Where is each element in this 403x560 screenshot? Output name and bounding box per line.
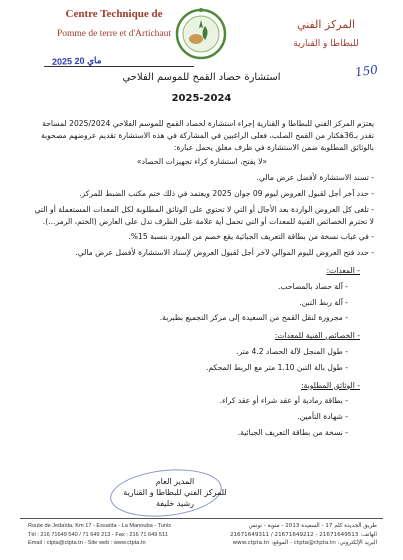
documents-heading: - الوثائق المطلوبة: <box>300 380 360 390</box>
condition-item: - حدد آخر أجل لقبول العروض ليوم 09 جوان 2025 ويعتمد في ذلك ختم مكتب الضبط للمركز. <box>79 188 374 198</box>
condition-item: - تسند الاستشارة لأفضل عرض مالي. <box>256 173 374 183</box>
equipment-heading: - المعدات: <box>326 265 360 275</box>
footer-address-ar: طريق الجديدة كلم 17 - السعيدة 2013 - منوبة - تونس <box>248 523 377 529</box>
footer-email-fr: Email : ctpta@ctpta.tn - Site web : www.ctpta.tn <box>28 540 146 546</box>
document-title: استشارة حصاد القمح للموسم الفلاحي <box>122 72 281 83</box>
org-name-fr: Centre Technique de <box>65 8 163 20</box>
specs-heading: - الخصائص الفنية للمعدات: <box>274 331 360 341</box>
equipment-item: - آلة ربط التبن. <box>299 297 348 307</box>
org-subtitle-ar: للبطاطا و القنارية <box>293 39 359 49</box>
spec-item: - طول بالة التبن 1.10 متر مع الربط المحكم. <box>205 362 348 372</box>
document-item: - نسخة من بطاقة التعريف الجبائية. <box>237 427 348 437</box>
footer-divider <box>20 518 383 519</box>
org-subtitle-fr: Pomme de terre et d'Artichaut <box>56 29 172 39</box>
letterhead-ar <box>276 18 376 50</box>
equipment-item: - آلة حصاد بالمصاحب. <box>277 281 348 291</box>
ctpta-logo-icon <box>172 6 230 62</box>
footer-phone-fr: Tél : 216 71649 540 / 71 649 213 - Fax : 216 71 649 511 <box>28 531 168 538</box>
document-body <box>30 118 374 443</box>
document-item: - بطاقة رمادية أو عقد شراء أو عقد كراء. <box>219 396 348 406</box>
document-season: 2025-2024 <box>171 93 232 104</box>
footer-phone-ar: الهاتف: 21671649513 - 21671649212 / 21671649311 <box>229 531 377 538</box>
document-item: - شهادة التأمين. <box>297 412 348 422</box>
footer-email-ar: البريد الإلكتروني: ctpta@ctpta.tn - الموقع: www.ctpta.tn <box>232 540 377 546</box>
condition-item: - حدد فتح العروض لليوم الموالي لآخر أجل لقبول العروض لإسناد الاستشارة لأفضل عرض مالي. <box>75 248 374 258</box>
signature-block <box>100 476 250 509</box>
footer-fr <box>28 522 218 548</box>
letterhead-fr <box>44 8 184 40</box>
intro-paragraph: يعتزم المركز الفني للبطاطا و القنارية إجراء استشارة لحصاد القمح للموسم الفلاحي 2025/2024 لمساحة تقدر بـ36هكتار من القمح الصلب، فعلى الراغبين في المشاركة في هذه الاستشارة تقديم عروضهم مصحوبة بالوثائق المطلوبة ضمن الاستشارة في ظرف مغلق يحمل عبارة: <box>40 119 374 152</box>
equipment-item: - مجرورة لنقل القمح من السعيدة إلى مركز التجميع بطبربة. <box>159 313 348 323</box>
envelope-phrase: «لا يفتح، استشارة كراء تجهيزات الحصاد» <box>136 157 268 167</box>
spec-item: - طول المنجل لآلة الحصاد 4.2 متر. <box>236 346 348 356</box>
condition-item: - في غياب نسخة من بطاقة التعريف الجبائية يقع خصم من المورد بنسبة 15%. <box>128 232 374 242</box>
signatory-name: رشيد خليفة <box>155 499 195 508</box>
org-name-ar: المركز الفني <box>296 18 356 31</box>
handwritten-reference: 150 <box>354 62 379 80</box>
signatory-title: المدير العام <box>155 477 195 486</box>
footer-ar <box>222 522 377 548</box>
footer-address-fr: Route de Jedaïda, Km 17 - Essaïda - La Manouba - Tunis <box>28 523 172 529</box>
signatory-org: للمركز الفني للبطاطا و القنارية <box>123 488 227 497</box>
condition-item: - تلغى كل العروض الواردة بعد الأجال أو التي لا تحتوي على الوثائق المطلوبة لكل المعدات المستعملة أو التي لا تحترم الخصائص الفنية للمعدات أو التي تحمل أية علامة على الظرف تدل على العارض (الختم، الرمز...). <box>34 204 374 226</box>
date-stamp: 2025 ماي 20 <box>51 55 102 67</box>
